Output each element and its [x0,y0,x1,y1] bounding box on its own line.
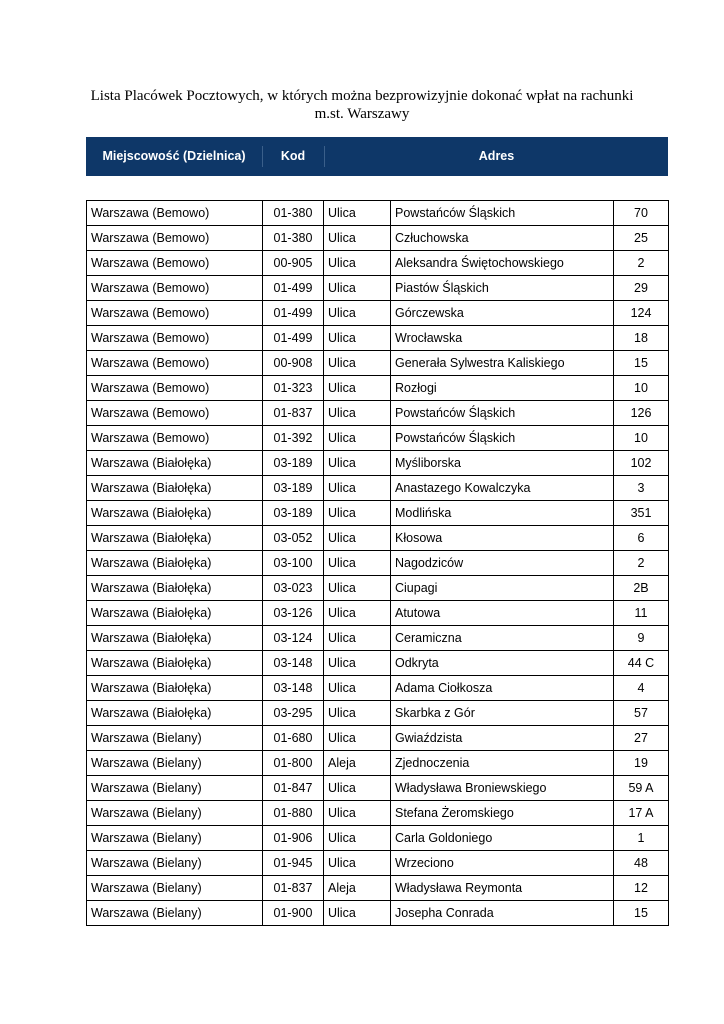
cell-building-number: 351 [614,501,669,526]
cell-building-number: 10 [614,376,669,401]
cell-postal-code: 01-380 [263,226,324,251]
cell-postal-code: 01-499 [263,326,324,351]
cell-street: Modlińska [391,501,614,526]
cell-street-type: Ulica [324,226,391,251]
cell-street-type: Ulica [324,576,391,601]
cell-building-number: 12 [614,876,669,901]
cell-street-type: Ulica [324,451,391,476]
cell-building-number: 126 [614,401,669,426]
table-row [87,876,669,901]
table-row [87,351,669,376]
cell-street-type: Ulica [324,776,391,801]
cell-street-type: Ulica [324,551,391,576]
cell-street-type: Ulica [324,251,391,276]
cell-building-number: 48 [614,851,669,876]
table-row [87,376,669,401]
cell-building-number: 10 [614,426,669,451]
cell-street: Generała Sylwestra Kaliskiego [391,351,614,376]
cell-building-number: 3 [614,476,669,501]
cell-postal-code: 03-189 [263,501,324,526]
cell-building-number: 11 [614,601,669,626]
cell-city: Warszawa (Bemowo) [87,426,263,451]
cell-postal-code: 00-908 [263,351,324,376]
table-row [87,601,669,626]
table-row [87,576,669,601]
cell-street: Aleksandra Świętochowskiego [391,251,614,276]
table-row [87,401,669,426]
cell-street-type: Ulica [324,726,391,751]
post-office-table [86,200,669,926]
table-row [87,651,669,676]
cell-street: Powstańców Śląskich [391,401,614,426]
table-row [87,251,669,276]
cell-postal-code: 03-052 [263,526,324,551]
cell-street: Powstańców Śląskich [391,426,614,451]
cell-street: Ceramiczna [391,626,614,651]
cell-street-type: Aleja [324,751,391,776]
cell-city: Warszawa (Bemowo) [87,351,263,376]
cell-postal-code: 01-847 [263,776,324,801]
header-city: Miejscowość (Dzielnica) [102,149,246,163]
cell-building-number: 9 [614,626,669,651]
table-row [87,326,669,351]
cell-building-number: 2 [614,251,669,276]
cell-building-number: 2B [614,576,669,601]
table-row [87,501,669,526]
cell-postal-code: 03-023 [263,576,324,601]
cell-city: Warszawa (Białołęka) [87,526,263,551]
cell-postal-code: 00-905 [263,251,324,276]
cell-city: Warszawa (Białołęka) [87,576,263,601]
cell-street-type: Ulica [324,351,391,376]
table-row [87,301,669,326]
cell-street-type: Ulica [324,601,391,626]
cell-building-number: 44 C [614,651,669,676]
table-row [87,426,669,451]
cell-postal-code: 03-100 [263,551,324,576]
cell-postal-code: 01-680 [263,726,324,751]
cell-street: Władysława Broniewskiego [391,776,614,801]
table-row [87,676,669,701]
document-title-line1: Lista Placówek Pocztowych, w których można bezprowizyjnie dokonać wpłat na rachunki [90,88,634,104]
table-row [87,826,669,851]
table-row [87,776,669,801]
table-row [87,726,669,751]
cell-city: Warszawa (Bielany) [87,726,263,751]
cell-street: Stefana Żeromskiego [391,801,614,826]
cell-street-type: Ulica [324,276,391,301]
cell-postal-code: 01-392 [263,426,324,451]
table-body [87,201,669,926]
cell-street-type: Ulica [324,626,391,651]
cell-city: Warszawa (Bielany) [87,751,263,776]
cell-building-number: 70 [614,201,669,226]
cell-street-type: Aleja [324,876,391,901]
table-row [87,551,669,576]
cell-street: Piastów Śląskich [391,276,614,301]
cell-city: Warszawa (Bemowo) [87,251,263,276]
cell-postal-code: 03-148 [263,651,324,676]
cell-city: Warszawa (Bielany) [87,851,263,876]
cell-street: Odkryta [391,651,614,676]
cell-street: Wrocławska [391,326,614,351]
cell-street: Josepha Conrada [391,901,614,926]
cell-city: Warszawa (Bielany) [87,901,263,926]
cell-city: Warszawa (Bielany) [87,776,263,801]
cell-street-type: Ulica [324,651,391,676]
cell-building-number: 1 [614,826,669,851]
cell-building-number: 19 [614,751,669,776]
cell-postal-code: 03-124 [263,626,324,651]
cell-street-type: Ulica [324,426,391,451]
cell-postal-code: 03-189 [263,476,324,501]
cell-street-type: Ulica [324,526,391,551]
cell-city: Warszawa (Bielany) [87,801,263,826]
cell-city: Warszawa (Bielany) [87,876,263,901]
cell-postal-code: 01-380 [263,201,324,226]
cell-city: Warszawa (Bemowo) [87,401,263,426]
cell-building-number: 17 A [614,801,669,826]
cell-building-number: 29 [614,276,669,301]
document-title [60,87,664,123]
table-row [87,626,669,651]
table-row [87,226,669,251]
cell-building-number: 15 [614,351,669,376]
header-code: Kod [280,149,306,163]
cell-street: Adama Ciołkosza [391,676,614,701]
cell-city: Warszawa (Bemowo) [87,276,263,301]
cell-city: Warszawa (Białołęka) [87,676,263,701]
cell-city: Warszawa (Białołęka) [87,651,263,676]
cell-street: Gwiaździsta [391,726,614,751]
cell-building-number: 57 [614,701,669,726]
cell-postal-code: 01-880 [263,801,324,826]
cell-city: Warszawa (Białołęka) [87,551,263,576]
cell-building-number: 6 [614,526,669,551]
cell-street-type: Ulica [324,401,391,426]
cell-street: Myśliborska [391,451,614,476]
cell-street-type: Ulica [324,801,391,826]
cell-street-type: Ulica [324,301,391,326]
table-row [87,901,669,926]
cell-postal-code: 01-323 [263,376,324,401]
cell-postal-code: 01-499 [263,301,324,326]
cell-street: Nagodziców [391,551,614,576]
cell-building-number: 18 [614,326,669,351]
cell-postal-code: 01-900 [263,901,324,926]
cell-postal-code: 01-945 [263,851,324,876]
cell-street: Anastazego Kowalczyka [391,476,614,501]
cell-street: Władysława Reymonta [391,876,614,901]
table-row [87,526,669,551]
table-row [87,476,669,501]
cell-street-type: Ulica [324,851,391,876]
cell-city: Warszawa (Białołęka) [87,601,263,626]
header-address: Adres [478,149,515,163]
cell-street-type: Ulica [324,326,391,351]
cell-postal-code: 01-499 [263,276,324,301]
cell-street-type: Ulica [324,376,391,401]
cell-street: Rozłogi [391,376,614,401]
cell-city: Warszawa (Bielany) [87,826,263,851]
document-title-line2: m.st. Warszawy [314,106,410,122]
cell-postal-code: 01-800 [263,751,324,776]
table-row [87,201,669,226]
cell-street: Człuchowska [391,226,614,251]
cell-city: Warszawa (Bemowo) [87,326,263,351]
cell-postal-code: 03-148 [263,676,324,701]
table-row [87,751,669,776]
cell-building-number: 4 [614,676,669,701]
cell-street-type: Ulica [324,676,391,701]
cell-building-number: 27 [614,726,669,751]
cell-street: Zjednoczenia [391,751,614,776]
cell-city: Warszawa (Białołęka) [87,476,263,501]
cell-street: Ciupagi [391,576,614,601]
cell-street-type: Ulica [324,501,391,526]
table-header [86,137,668,176]
cell-street-type: Ulica [324,901,391,926]
cell-building-number: 59 A [614,776,669,801]
cell-city: Warszawa (Białołęka) [87,626,263,651]
cell-city: Warszawa (Białołęka) [87,451,263,476]
cell-postal-code: 03-189 [263,451,324,476]
cell-postal-code: 03-126 [263,601,324,626]
cell-building-number: 102 [614,451,669,476]
cell-street: Carla Goldoniego [391,826,614,851]
cell-street: Wrzeciono [391,851,614,876]
cell-city: Warszawa (Białołęka) [87,501,263,526]
table-row [87,801,669,826]
cell-street: Kłosowa [391,526,614,551]
cell-city: Warszawa (Bemowo) [87,301,263,326]
cell-city: Warszawa (Bemowo) [87,226,263,251]
cell-building-number: 124 [614,301,669,326]
cell-city: Warszawa (Bemowo) [87,201,263,226]
table-row [87,851,669,876]
cell-city: Warszawa (Bemowo) [87,376,263,401]
cell-building-number: 15 [614,901,669,926]
cell-street: Powstańców Śląskich [391,201,614,226]
table-row [87,451,669,476]
cell-postal-code: 03-295 [263,701,324,726]
cell-postal-code: 01-837 [263,401,324,426]
cell-street: Górczewska [391,301,614,326]
cell-postal-code: 01-906 [263,826,324,851]
table-row [87,276,669,301]
cell-building-number: 2 [614,551,669,576]
cell-street-type: Ulica [324,476,391,501]
table-row [87,701,669,726]
cell-street: Atutowa [391,601,614,626]
cell-city: Warszawa (Białołęka) [87,701,263,726]
cell-street-type: Ulica [324,826,391,851]
cell-street-type: Ulica [324,701,391,726]
cell-street-type: Ulica [324,201,391,226]
cell-postal-code: 01-837 [263,876,324,901]
cell-street: Skarbka z Gór [391,701,614,726]
cell-building-number: 25 [614,226,669,251]
